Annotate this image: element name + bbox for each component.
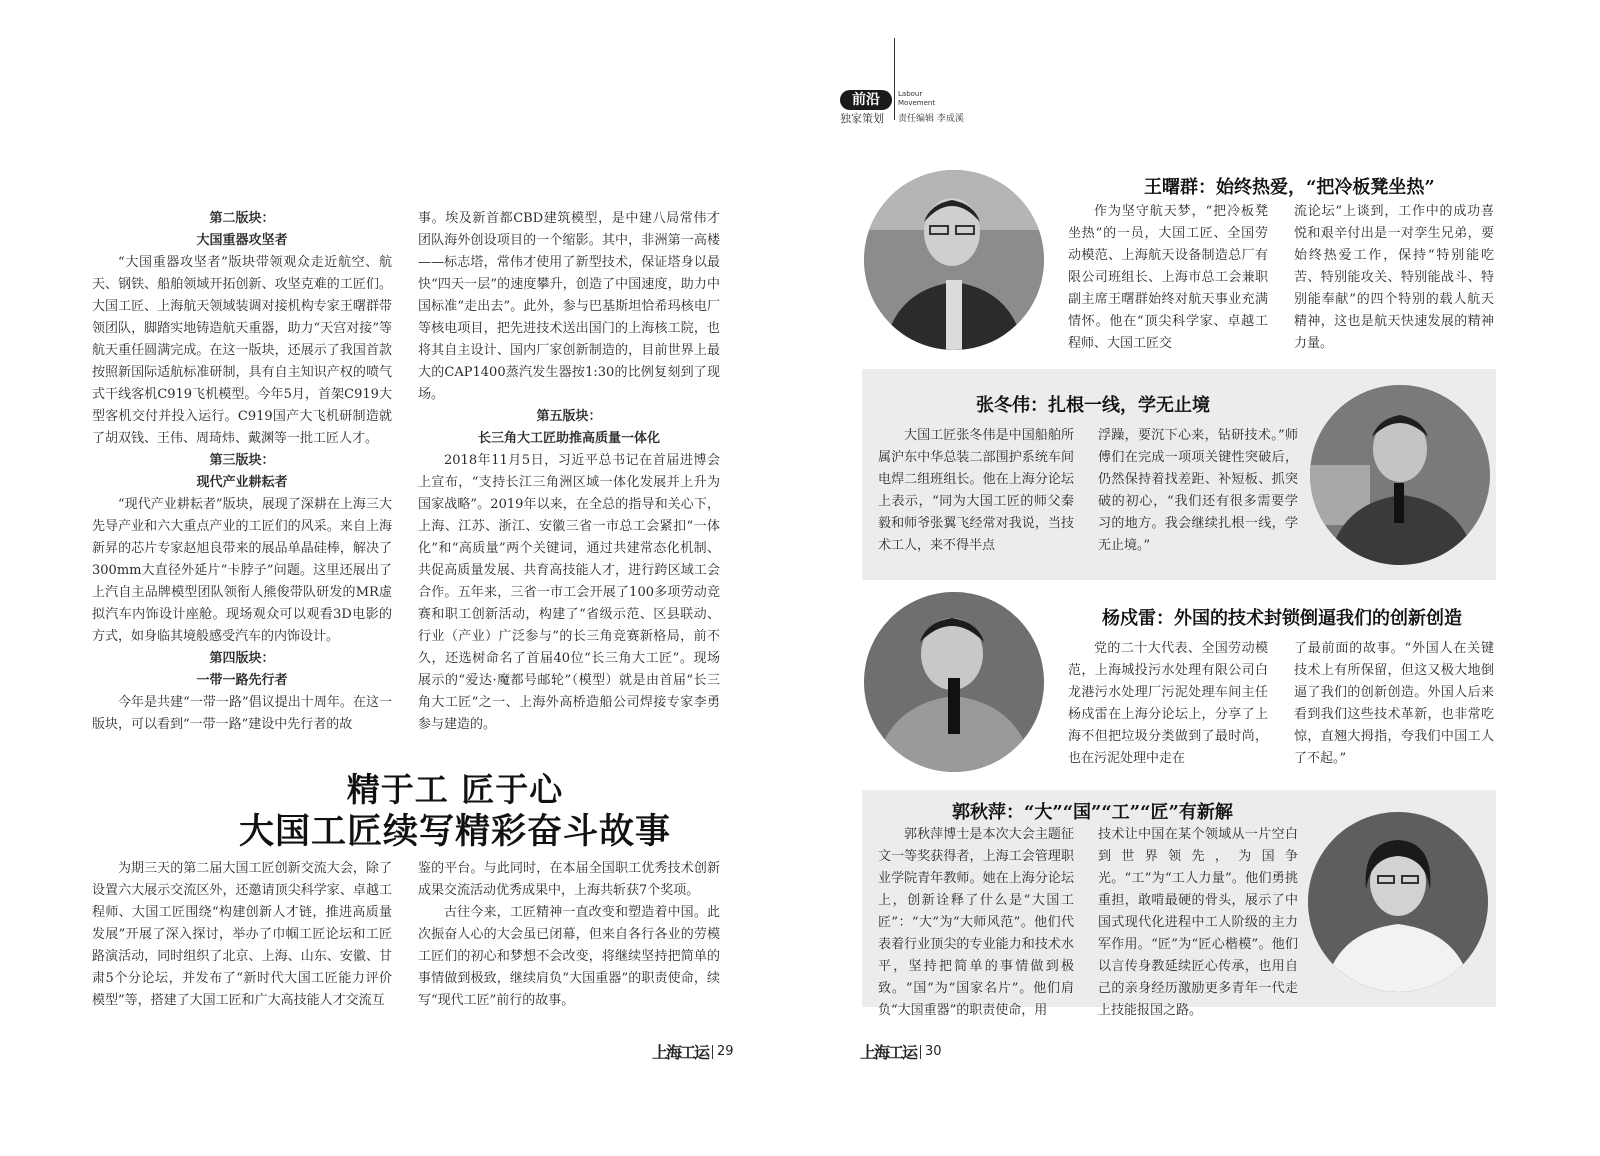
english-label-line-1: Labour [898, 90, 923, 98]
english-label-line-2: Movement [898, 99, 936, 107]
headline-line-1: 精于工 匠于心 [346, 770, 564, 809]
header-divider [894, 38, 895, 120]
panel-1-text-a [1068, 201, 1268, 355]
left-column-3 [92, 858, 392, 1012]
panel-2-text-a [878, 425, 1074, 557]
section-4-title: 第四版块： [209, 651, 275, 666]
panel-1-paragraph-a: 作为坚守航天梦，“把冷板凳坐热”的一员，大国工匠、全国劳动模范、上海航天设备制造总厂有限公司班组长、上海市总工会兼职副主席王曙群始终对航天事业充满情怀。他在“顶尖科学家、卓越工程师、大国工匠交 [1068, 204, 1268, 351]
panel-4-title: 郭秋萍：“大”“国”“工”“匠”有新解 [952, 802, 1233, 823]
panel-3-text-a [1068, 638, 1268, 770]
portrait-photo-1 [864, 170, 1044, 350]
section-english-label [898, 90, 935, 108]
section-4-paragraph: 今年是共建“一带一路”倡议提出十周年。在这一版块，可以看到“一带一路”建设中先行者的故 [92, 695, 392, 732]
panel-2-paragraph-a: 大国工匠张冬伟是中国船舶所属沪东中华总装二部围护系统车间电焊二组班组长。他在上海分论坛上表示，“同为大国工匠的师父秦毅和师爷张翼飞经常对我说，当技术工人，来不得半点 [878, 428, 1074, 553]
left-column-4 [418, 858, 720, 1012]
profile-panel-2 [862, 369, 1496, 580]
panel-4-text-b [1098, 824, 1298, 1022]
section-5-paragraph: 2018年11月5日，习近平总书记在首届进博会上宣布，“支持长江三角洲区域一体化发展并上升为国家战略”。2019年以来，在全总的指导和关心下，上海、江苏、浙江、安徽三省一市总工会紧扣“一体化”和“高质量”两个关键词，通过共建常态化机制、共促高质量发展、共育高技能人才，进行跨区域工会合作。五年来，三省一市工会开展了100多项劳动竞赛和职工创新活动，构建了“省级示范、区县联动、行业（产业）广泛参与”的长三角竞赛新格局，前不久，还选树命名了首届40位“长三角大工匠”。现场展示的“爱达·魔都号邮轮”（模型）就是由首届“长三角大工匠”之一、上海外高桥造船公司焊接专家李勇参与建造的。 [418, 453, 720, 732]
person-photo-icon [1310, 385, 1490, 565]
profile-panel-3 [862, 590, 1498, 780]
panel-2-paragraph-b: 浮躁，要沉下心来，钻研技术。”师傅们在完成一项项关键性突破后，仍然保持着找差距、补短板、抓突破的初心，“我们还有很多需要学习的地方。我会继续扎根一线，学无止境。” [1098, 428, 1298, 553]
magazine-logo: 上海工运 [652, 1043, 709, 1062]
panel-3-text-b [1294, 638, 1494, 770]
portrait-photo-2 [1310, 385, 1490, 565]
person-photo-icon [864, 170, 1044, 350]
closing-paragraph-2: 鉴的平台。与此同时，在本届全国职工优秀技术创新成果交流活动优秀成果中，上海共斩获7个奖项。 [418, 861, 720, 898]
magazine-logo: 上海工运 [860, 1043, 917, 1062]
section-subtitle: 独家策划 [840, 112, 884, 125]
section-2-title: 第二版块： [209, 211, 275, 226]
panel-1-title: 王曙群：始终热爱，“把冷板凳坐热” [1144, 177, 1435, 198]
left-column-2 [418, 208, 720, 736]
page-folio-right [860, 1040, 942, 1063]
page-number: 30 [925, 1044, 942, 1059]
section-4-subtitle: 一带一路先行者 [196, 673, 288, 688]
panel-4-paragraph-b: 技术让中国在某个领域从一片空白到世界领先，为国争光。“工”为“工人力量”。他们勇挑重担，敢啃最硬的骨头，展示了中国式现代化进程中工人阶级的主力军作用。“匠”为“匠心楷模”。他们以言传身教延续匠心传承，也用自己的亲身经历激励更多青年一代走上技能报国之路。 [1098, 827, 1298, 1018]
panel-4-text-a [878, 824, 1074, 1022]
panel-1-text-b [1294, 201, 1494, 355]
page-number: 29 [717, 1044, 734, 1059]
section-3-paragraph: “现代产业耕耘者”版块，展现了深耕在上海三大先导产业和六大重点产业的工匠们的风采。来自上海新昇的芯片专家赵旭良带来的展品单晶硅棒，解决了300mm大直径外延片“卡脖子”问题。这里还展出了上汽自主品牌模型团队领衔人熊俊带队研发的MR虚拟汽车内饰设计座舱。现场观众可以观看3D电影的方式，如身临其境般感受汽车的内饰设计。 [92, 497, 392, 644]
editor-credit: 责任编辑 李成溪 [898, 114, 964, 124]
left-page [0, 0, 790, 1156]
panel-3-paragraph-a: 党的二十大代表、全国劳动模范，上海城投污水处理有限公司白龙港污水处理厂污泥处理车间主任杨戍雷在上海分论坛上，分享了上海不但把垃圾分类做到了最时尚，也在污泥处理中走在 [1068, 641, 1268, 766]
panel-3-title: 杨戍雷：外国的技术封锁倒逼我们的创新创造 [1102, 608, 1462, 629]
panel-2-text-b [1098, 425, 1298, 557]
panel-4-paragraph-a: 郭秋萍博士是本次大会主题征文一等奖获得者，上海工会管理职业学院青年教师。她在上海分论坛上，创新诠释了什么是“大国工匠”：“大”为“大师风范”。他们代表着行业顶尖的专业能力和技术水平，坚持把简单的事情做到极致。“国”为“国家名片”。他们肩负“大国重器”的职责使命，用 [878, 827, 1074, 1018]
folio-divider [920, 1045, 921, 1059]
panel-3-paragraph-b: 了最前面的故事。“外国人在关键技术上有所保留，但这又极大地倒逼了我们的创新创造。外国人后来看到我们这些技术革新，也非常吃惊，直翘大拇指，夸我们中国工人了不起。” [1294, 641, 1494, 766]
person-photo-icon [1308, 812, 1488, 992]
closing-paragraph-1: 为期三天的第二届大国工匠创新交流大会，除了设置六大展示交流区外，还邀请顶尖科学家、卓越工程师、大国工匠围绕“构建创新人才链，推进高质量发展”开展了深入探讨，举办了巾帼工匠论坛和工匠路演活动，同时组织了北京、上海、山东、安徽、甘肃5个分论坛，并发布了“新时代大国工匠能力评价模型”等，搭建了大国工匠和广大高技能人才交流互 [92, 861, 392, 1008]
section-2-subtitle: 大国重器攻坚者 [196, 233, 288, 248]
section-3-subtitle: 现代产业耕耘者 [196, 475, 288, 490]
left-column-1 [92, 208, 392, 736]
panel-1-paragraph-b: 流论坛”上谈到，工作中的成功喜悦和艰辛付出是一对孪生兄弟，要始终热爱工作，保持“特别能吃苦、特别能攻关、特别能战斗、特别能奉献”的四个特别的载人航天精神，这也是航天快速发展的精神力量。 [1294, 204, 1494, 351]
section-badge: 前沿 [840, 90, 892, 110]
folio-divider [712, 1045, 713, 1059]
section-2-paragraph: “大国重器攻坚者”版块带领观众走近航空、航天、钢铁、船舶领域开拓创新、攻坚克难的工匠们。大国工匠、上海航天领域装调对接机构专家王曙群带领团队，脚踏实地铸造航天重器，助力“天宫对接”等航天重任圆满完成。在这一版块，还展示了我国首款按照新国际适航标准研制，具有自主知识产权的喷气式干线客机C919飞机模型。今年5月，首架C919大型客机交付并投入运行。C919国产大飞机研制造就了胡双钱、王伟、周琦炜、戴渊等一批工匠人才。 [92, 255, 392, 446]
section-4-continued: 事。埃及新首都CBD建筑模型，是中建八局常伟才团队海外创设项目的一个缩影。其中，非洲第一高楼——标志塔，常伟才使用了新型技术，保证塔身以最快“四天一层”的速度攀升，创造了中国速度，助力中国标准“走出去”。此外，参与巴基斯坦恰希玛核电厂等核电项目，把先进技术送出国门的上海核工院，也将其自主设计、国内厂家创新制造的，目前世界上最大的CAP1400蒸汽发生器按1:30的比例复刻到了现场。 [418, 211, 720, 402]
section-5-subtitle: 长三角大工匠助推高质量一体化 [477, 431, 660, 446]
profile-panel-1 [862, 165, 1498, 355]
portrait-photo-4 [1308, 812, 1488, 992]
section-3-title: 第三版块： [209, 453, 275, 468]
panel-2-title: 张冬伟：扎根一线，学无止境 [976, 395, 1210, 416]
person-photo-icon [864, 592, 1044, 772]
page-folio-left [652, 1040, 734, 1063]
portrait-photo-3 [864, 592, 1044, 772]
closing-paragraph-3: 古往今来，工匠精神一直改变和塑造着中国。此次振奋人心的大会虽已闭幕，但来自各行各业的劳模工匠们的初心和梦想不会改变，将继续坚持把简单的事情做到极致，继续肩负“大国重器”的职责使命，续写“现代工匠”前行的故事。 [418, 905, 720, 1008]
headline-line-2: 大国工匠续写精彩奋斗故事 [238, 811, 671, 852]
section-5-title: 第五版块： [536, 409, 602, 424]
profile-panel-4 [862, 790, 1496, 1018]
